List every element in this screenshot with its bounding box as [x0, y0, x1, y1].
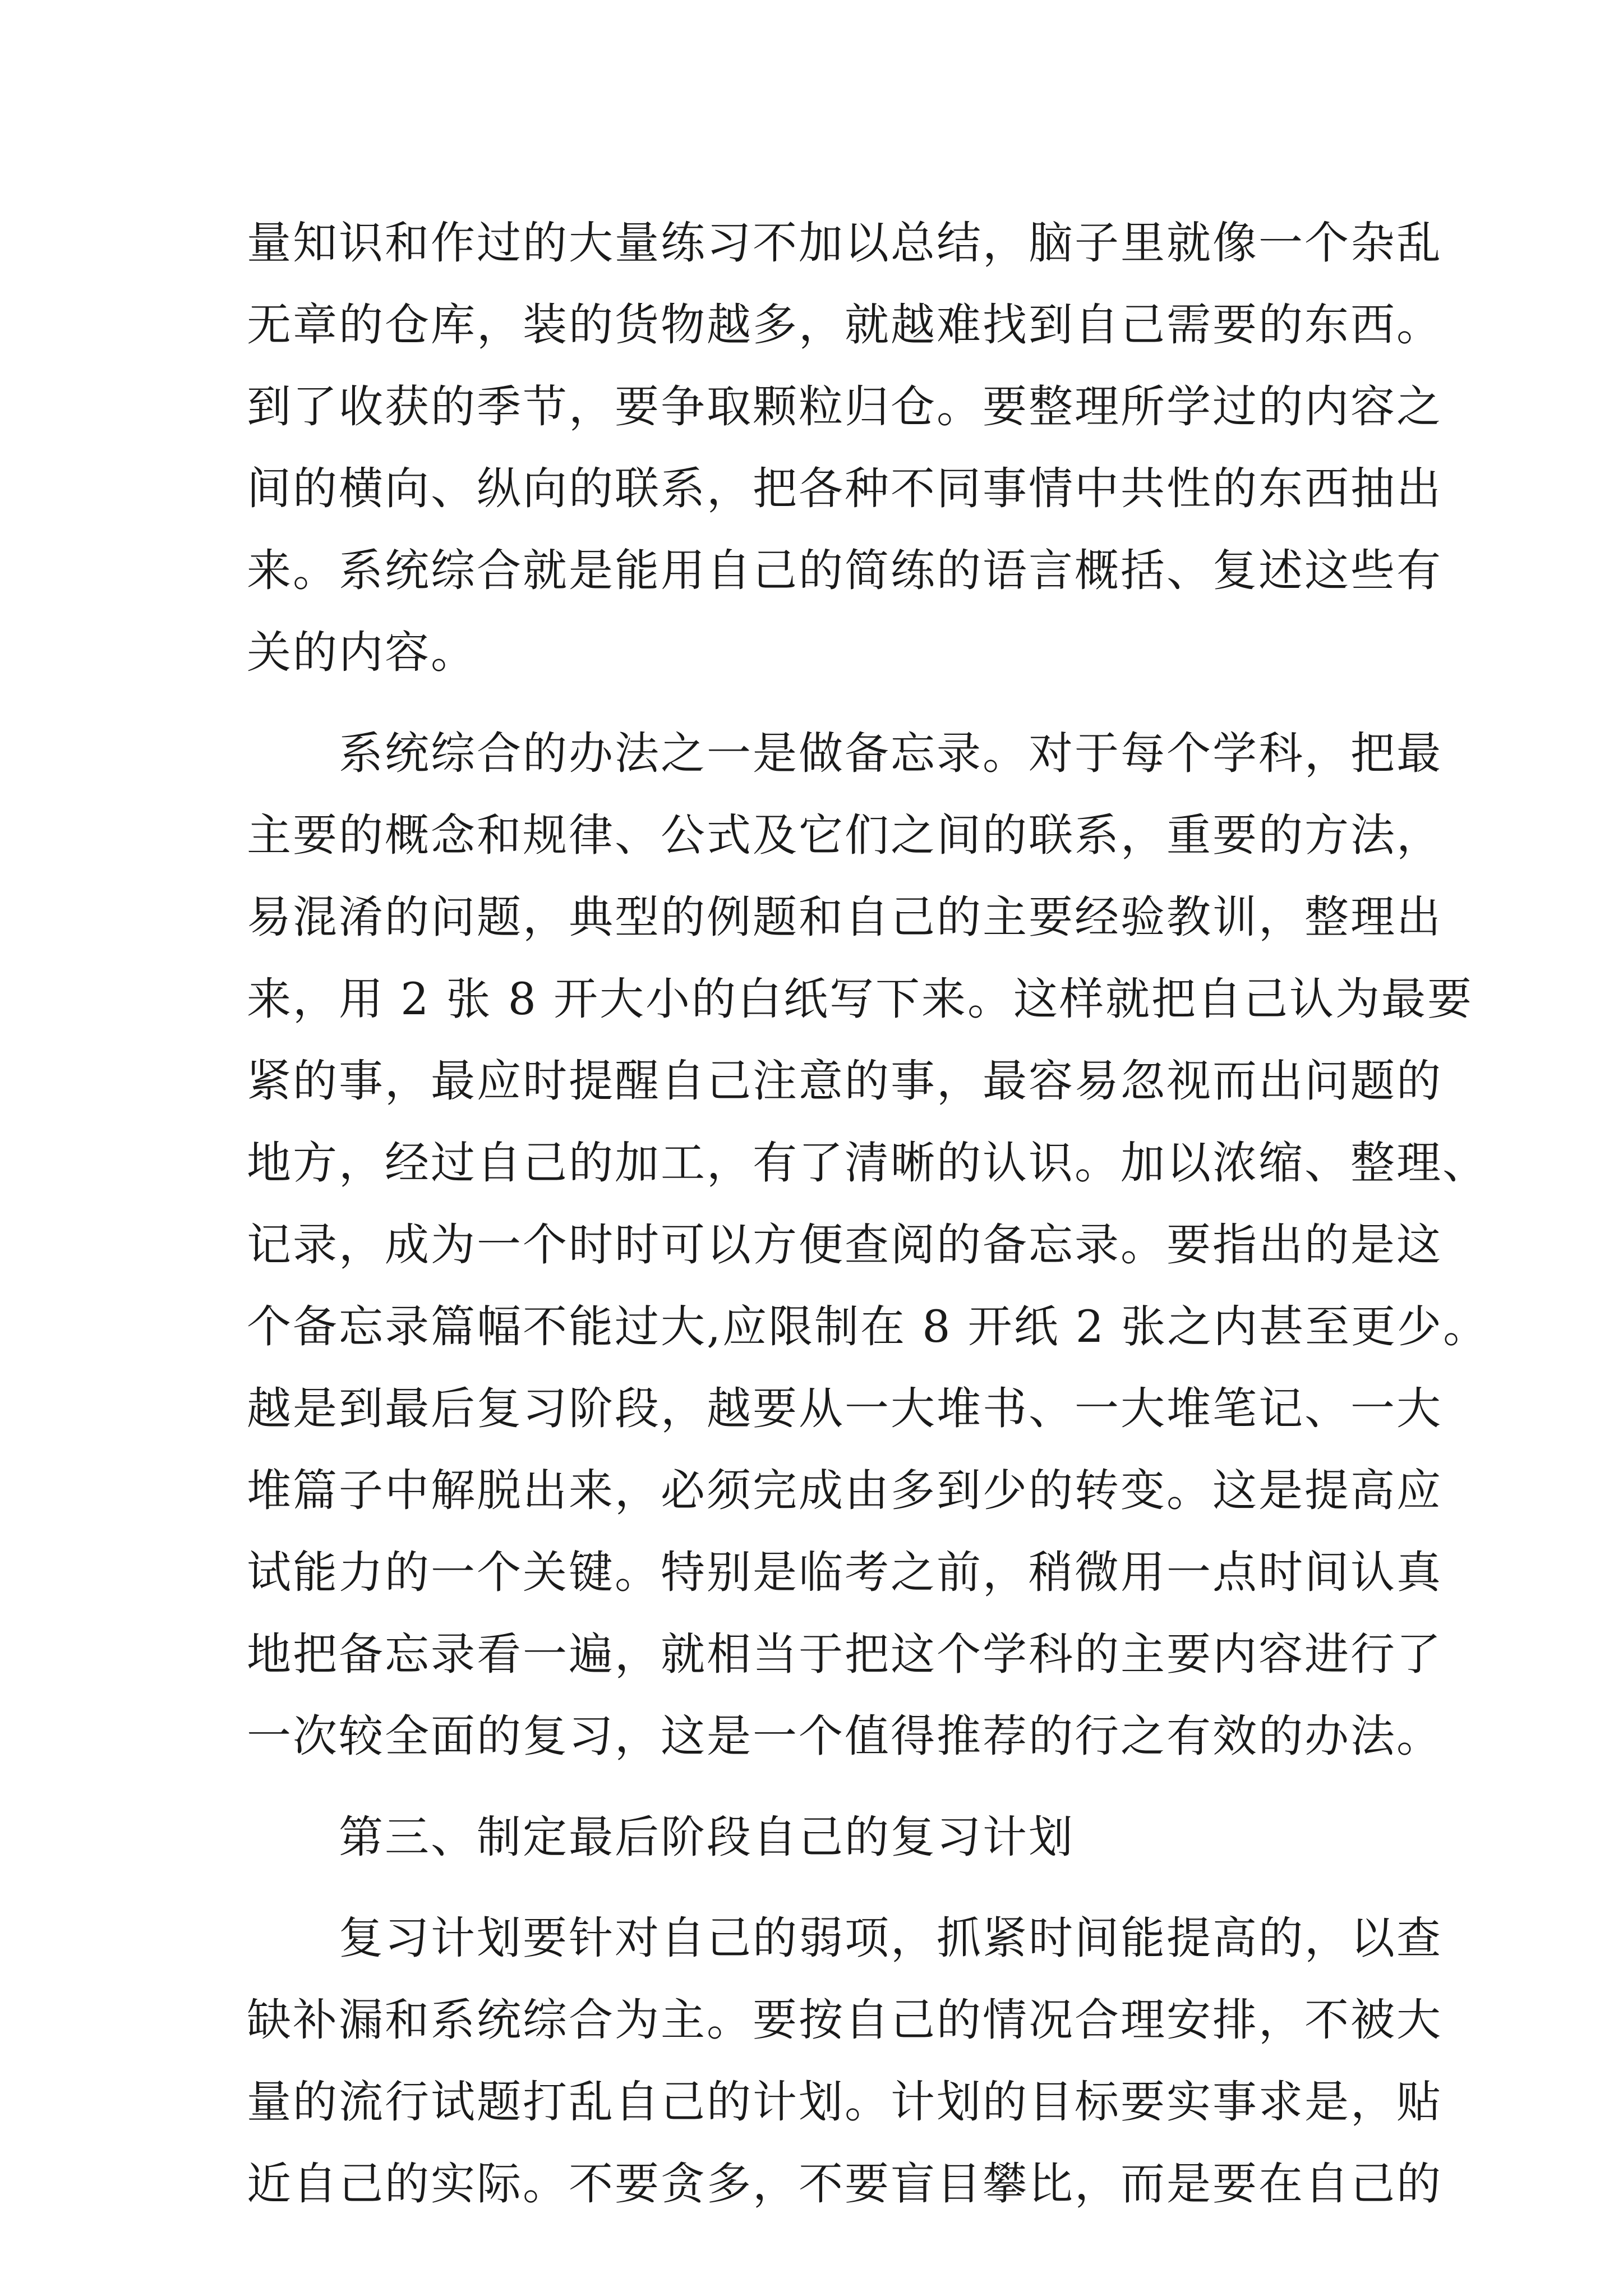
text-line: 量的流行试题打乱自己的计划。计划的目标要实事求是，贴: [247, 2076, 1442, 2128]
text-line: 试能力的一个关键。特别是临考之前，稍微用一点时间认真: [247, 1547, 1442, 1598]
text-line: 越是到最后复习阶段，越要从一大堆书、一大堆笔记、一大: [247, 1383, 1442, 1434]
text-line: 一次较全面的复习，这是一个值得推荐的行之有效的办法。: [247, 1710, 1442, 1762]
paragraph-gap: [247, 1777, 1391, 1796]
section-heading: [247, 1796, 1391, 1878]
text-line: 间的横向、纵向的联系，把各种不同事情中共性的东西抽出: [247, 463, 1442, 514]
text-line: 主要的概念和规律、公式及它们之间的联系，重要的方法，: [247, 809, 1442, 861]
text-line: 来，用 2 张 8 开大小的白纸写下来。这样就把自己认为最要: [247, 973, 1473, 1025]
paragraph-4: [247, 1897, 1442, 2225]
text-line: 堆篇子中解脱出来，必须完成由多到少的转变。这是提高应: [247, 1465, 1442, 1516]
paragraph-gap: [247, 1878, 1391, 1897]
document-body: [247, 202, 1490, 2225]
text-line: 记录，成为一个时时可以方便查阅的备忘录。要指出的是这: [247, 1219, 1442, 1271]
text-line: 缺补漏和系统综合为主。要按自己的情况合理安排，不被大: [247, 1994, 1442, 2046]
text-line: 地方，经过自己的加工，有了清晰的认识。加以浓缩、整理、: [247, 1137, 1488, 1189]
paragraph-gap: [247, 693, 1391, 712]
text-line: 易混淆的问题，典型的例题和自己的主要经验教训，整理出: [247, 891, 1442, 943]
text-line: 地把备忘录看一遍，就相当于把这个学科的主要内容进行了: [247, 1628, 1442, 1680]
text-line: 无章的仓库，装的货物越多，就越难找到自己需要的东西。: [247, 299, 1442, 351]
text-line: 复习计划要针对自己的弱项，抓紧时间能提高的，以查: [339, 1912, 1442, 1964]
paragraph-1: [247, 202, 1442, 693]
text-line: 来。系统综合就是能用自己的简练的语言概括、复述这些有: [247, 545, 1442, 596]
text-line: 系统综合的办法之一是做备忘录。对于每个学科，把最: [339, 728, 1442, 779]
heading-line: 第三、制定最后阶段自己的复习计划: [339, 1811, 1075, 1863]
paragraph-2: [247, 712, 1490, 1777]
text-line: 量知识和作过的大量练习不加以总结，脑子里就像一个杂乱: [247, 217, 1442, 269]
text-line: 个备忘录篇幅不能过大,应限制在 8 开纸 2 张之内甚至更少。: [247, 1301, 1490, 1352]
text-line: 近自己的实际。不要贪多，不要盲目攀比，而是要在自己的: [247, 2158, 1442, 2210]
text-line: 关的内容。: [247, 627, 477, 678]
text-line: 紧的事，最应时提醒自己注意的事，最容易忽视而出问题的: [247, 1055, 1442, 1107]
text-line: 到了收获的季节，要争取颗粒归仓。要整理所学过的内容之: [247, 381, 1442, 432]
